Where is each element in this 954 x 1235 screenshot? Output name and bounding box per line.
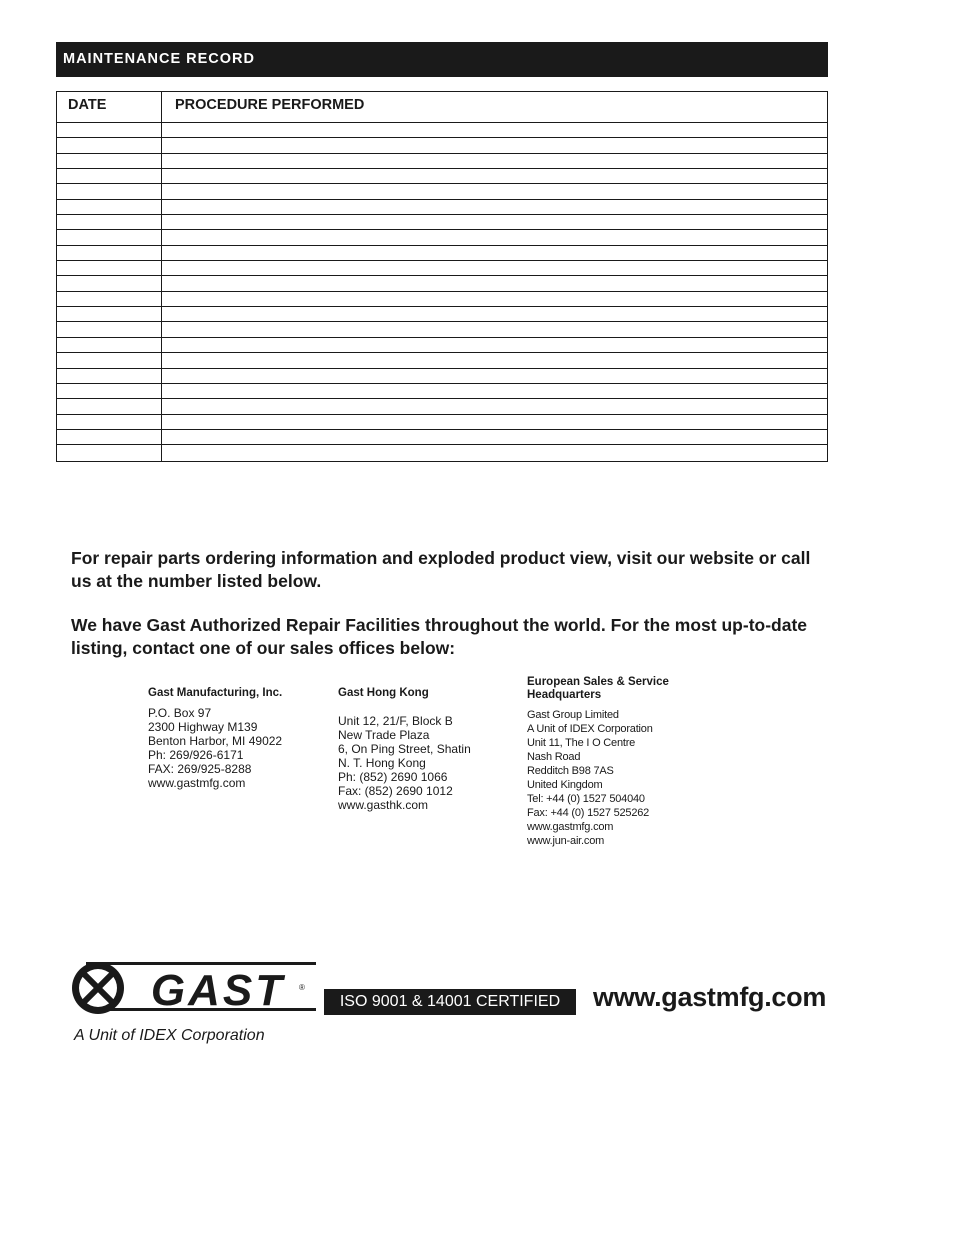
office-address-line: www.jun-air.com (527, 835, 605, 847)
maintenance-record-table (56, 91, 828, 462)
table-row (57, 307, 827, 322)
procedure-column-header: PROCEDURE PERFORMED (175, 97, 365, 113)
office-address-line: Ph: (852) 2690 1066 (338, 770, 448, 784)
repair-facilities-notice: We have Gast Authorized Repair Facilities throughout the world. For the most up-to-date listing, contact one of our sales offices below: (71, 615, 808, 658)
office-address-line: A Unit of IDEX Corporation (527, 723, 653, 735)
procedure-cell[interactable] (162, 276, 827, 290)
date-cell[interactable] (57, 123, 162, 137)
table-row (57, 200, 827, 215)
procedure-cell[interactable] (162, 200, 827, 214)
office-address-line: Tel: +44 (0) 1527 504040 (527, 793, 645, 805)
maintenance-record-title: MAINTENANCE RECORD (56, 42, 828, 77)
table-row (57, 384, 827, 399)
date-cell[interactable] (57, 399, 162, 413)
procedure-cell[interactable] (162, 246, 827, 260)
date-cell[interactable] (57, 154, 162, 168)
repair-parts-notice: For repair parts ordering information and exploded product view, visit our website or call us at the number listed below. (71, 548, 811, 591)
date-cell[interactable] (57, 200, 162, 214)
date-cell[interactable] (57, 261, 162, 275)
table-row (57, 415, 827, 430)
gast-idex-logo (70, 960, 320, 1050)
table-row (57, 399, 827, 414)
office-address-line: Ph: 269/926-6171 (148, 748, 244, 762)
procedure-cell[interactable] (162, 215, 827, 229)
table-row (57, 430, 827, 445)
office-address-line: P.O. Box 97 (148, 706, 212, 720)
table-body (57, 123, 827, 461)
office-gast-hong-kong (338, 687, 471, 812)
table-header-row (57, 92, 827, 123)
office-address-line: Nash Road (527, 751, 581, 763)
office-address-line: FAX: 269/925-8288 (148, 762, 252, 776)
procedure-cell[interactable] (162, 307, 827, 321)
procedure-cell[interactable] (162, 445, 827, 460)
office-address-line: Fax: +44 (0) 1527 525262 (527, 807, 650, 819)
procedure-cell[interactable] (162, 430, 827, 444)
date-cell[interactable] (57, 322, 162, 336)
date-cell[interactable] (57, 230, 162, 244)
table-row (57, 322, 827, 337)
table-row (57, 353, 827, 368)
office-address-line: N. T. Hong Kong (338, 756, 426, 770)
date-cell[interactable] (57, 138, 162, 152)
table-row (57, 261, 827, 276)
procedure-cell[interactable] (162, 384, 827, 398)
table-row (57, 123, 827, 138)
procedure-cell[interactable] (162, 322, 827, 336)
procedure-cell[interactable] (162, 415, 827, 429)
procedure-cell[interactable] (162, 154, 827, 168)
office-name: Gast Manufacturing, Inc. (148, 687, 283, 699)
table-row (57, 184, 827, 199)
procedure-cell[interactable] (162, 123, 827, 137)
date-cell[interactable] (57, 215, 162, 229)
procedure-cell[interactable] (162, 369, 827, 383)
procedure-cell[interactable] (162, 338, 827, 352)
date-cell[interactable] (57, 384, 162, 398)
procedure-cell[interactable] (162, 138, 827, 152)
table-row (57, 215, 827, 230)
date-cell[interactable] (57, 292, 162, 306)
office-gast-manufacturing (148, 687, 282, 790)
office-address-line: United Kingdom (527, 779, 603, 791)
table-row (57, 246, 827, 261)
office-address-line: Benton Harbor, MI 49022 (148, 734, 283, 748)
table-row (57, 338, 827, 353)
table-row (57, 276, 827, 291)
office-address-line: 6, On Ping Street, Shatin (338, 742, 471, 756)
office-european-hq (527, 676, 687, 848)
office-address-line: New Trade Plaza (338, 728, 430, 742)
date-cell[interactable] (57, 430, 162, 444)
date-cell[interactable] (57, 369, 162, 383)
procedure-cell[interactable] (162, 230, 827, 244)
procedure-cell[interactable] (162, 399, 827, 413)
office-address-line: Unit 11, The I O Centre (527, 737, 636, 749)
office-name: Gast Hong Kong (338, 687, 429, 699)
date-cell[interactable] (57, 415, 162, 429)
office-address-line: Unit 12, 21/F, Block B (338, 714, 453, 728)
procedure-cell[interactable] (162, 261, 827, 275)
table-row (57, 292, 827, 307)
date-column-header: DATE (57, 92, 162, 122)
logo-tagline: A Unit of IDEX Corporation (74, 1027, 265, 1044)
procedure-cell[interactable] (162, 292, 827, 306)
date-cell[interactable] (57, 445, 162, 460)
date-cell[interactable] (57, 338, 162, 352)
procedure-cell[interactable] (162, 169, 827, 183)
office-address-line: www.gastmfg.com (148, 776, 246, 790)
svg-text:®: ® (299, 983, 305, 992)
date-cell[interactable] (57, 246, 162, 260)
office-address-line: www.gasthk.com (338, 798, 429, 812)
table-row (57, 154, 827, 169)
procedure-cell[interactable] (162, 184, 827, 198)
website-link[interactable]: www.gastmfg.com (593, 982, 827, 1012)
office-address-line: www.gastmfg.com (527, 821, 614, 833)
iso-certification-badge: ISO 9001 & 14001 CERTIFIED (324, 989, 576, 1015)
table-row (57, 138, 827, 153)
date-cell[interactable] (57, 184, 162, 198)
table-row (57, 369, 827, 384)
date-cell[interactable] (57, 169, 162, 183)
date-cell[interactable] (57, 307, 162, 321)
table-row (57, 230, 827, 245)
table-row (57, 445, 827, 460)
office-address-line: 2300 Highway M139 (148, 720, 258, 734)
date-cell[interactable] (57, 353, 162, 367)
office-address-line: Gast Group Limited (527, 709, 619, 721)
office-name: European Sales & Service Headquarters (527, 676, 669, 701)
office-address-line: Redditch B98 7AS (527, 765, 614, 777)
office-address-line: Fax: (852) 2690 1012 (338, 784, 453, 798)
date-cell[interactable] (57, 276, 162, 290)
table-row (57, 169, 827, 184)
procedure-cell[interactable] (162, 353, 827, 367)
logo-wordmark: GAST (150, 966, 286, 1015)
